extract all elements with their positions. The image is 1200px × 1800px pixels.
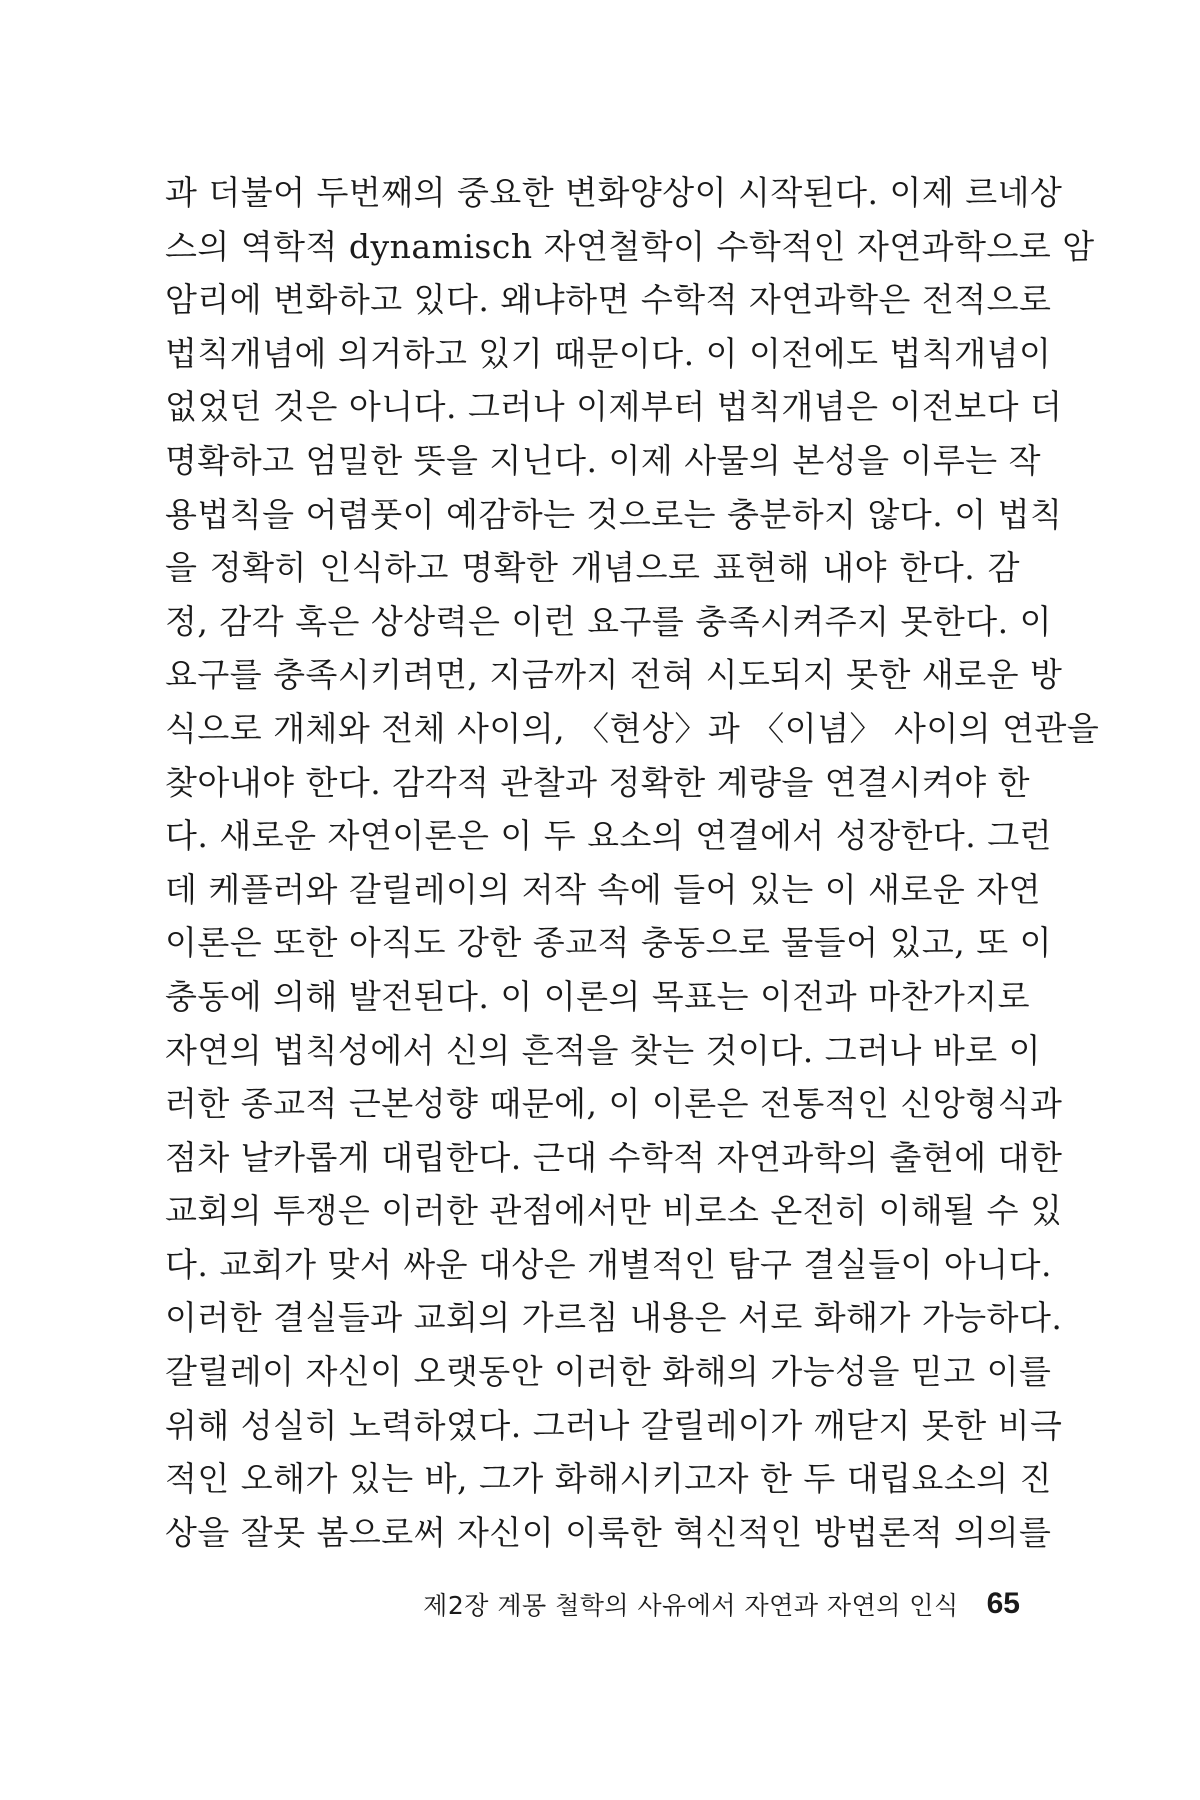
text-line: 없었던 것은 아니다. 그러나 이제부터 법칙개념은 이전보다 더 [165, 387, 1063, 427]
text-line: 교회의 투쟁은 이러한 관점에서만 비로소 온전히 이해될 수 있 [165, 1191, 1063, 1231]
text-line: 을 정확히 인식하고 명확한 개념으로 표현해 내야 한다. 감 [165, 548, 1020, 588]
text-line: 암리에 변화하고 있다. 왜냐하면 수학적 자연과학은 전적으로 [165, 280, 1052, 320]
text-line: 러한 종교적 근본성향 때문에, 이 이론은 전통적인 신앙형식과 [165, 1084, 1063, 1124]
text-line: 위해 성실히 노력하였다. 그러나 갈릴레이가 깨닫지 못한 비극 [165, 1405, 1063, 1445]
text-line: 명확하고 엄밀한 뜻을 지닌다. 이제 사물의 본성을 이루는 작 [165, 440, 1041, 480]
text-line: 법칙개념에 의거하고 있기 때문이다. 이 이전에도 법칙개념이 [165, 333, 1052, 373]
text-line: 과 더불어 두번째의 중요한 변화양상이 시작된다. 이제 르네상 [165, 173, 1063, 212]
text-line: 정, 감각 혹은 상상력은 이런 요구를 충족시켜주지 못한다. 이 [165, 601, 1052, 641]
text-line: 갈릴레이 자신이 오랫동안 이러한 화해의 가능성을 믿고 이를 [165, 1352, 1052, 1392]
page-footer [390, 1580, 1020, 1628]
text-line: 점차 날카롭게 대립한다. 근대 수학적 자연과학의 출현에 대한 [165, 1137, 1063, 1177]
text-line: 다. 교회가 맞서 싸운 대상은 개별적인 탐구 결실들이 아니다. [165, 1244, 1052, 1284]
text-line: 자연의 법칙성에서 신의 흔적을 찾는 것이다. 그러나 바로 이 [165, 1030, 1041, 1070]
text-line: 데 케플러와 갈릴레이의 저작 속에 들어 있는 이 새로운 자연 [165, 869, 1041, 909]
text-line: 이러한 결실들과 교회의 가르침 내용은 서로 화해가 가능하다. [165, 1298, 1063, 1338]
text-line: 찾아내야 한다. 감각적 관찰과 정확한 계량을 연결시켜야 한 [165, 762, 1030, 802]
text-line: 이론은 또한 아직도 강한 종교적 충동으로 물들어 있고, 또 이 [165, 923, 1052, 963]
text-line: 상을 잘못 봄으로써 자신이 이룩한 혁신적인 방법론적 의의를 [165, 1512, 1052, 1552]
text-line: 적인 오해가 있는 바, 그가 화해시키고자 한 두 대립요소의 진 [165, 1459, 1052, 1499]
text-line: 충동에 의해 발전된다. 이 이론의 목표는 이전과 마찬가지로 [165, 976, 1030, 1016]
text-line: 요구를 충족시키려면, 지금까지 전혀 시도되지 못한 새로운 방 [165, 655, 1063, 695]
text-line: 다. 새로운 자연이론은 이 두 요소의 연결에서 성장한다. 그런 [165, 816, 1052, 856]
page-number: 65 [986, 1587, 1020, 1620]
text-line: 식으로 개체와 전체 사이의, 〈현상〉과 〈이념〉 사이의 연관을 [165, 708, 1100, 748]
running-head: 제2장 계몽 철학의 사유에서 자연과 자연의 인식 [423, 1591, 959, 1620]
text-line: 용법칙을 어렴풋이 예감하는 것으로는 충분하지 않다. 이 법칙 [165, 494, 1063, 534]
body-text [165, 166, 1100, 1559]
text-line: 스의 역학적 dynamisch 자연철학이 수학적인 자연과학으로 암 [165, 226, 1095, 266]
